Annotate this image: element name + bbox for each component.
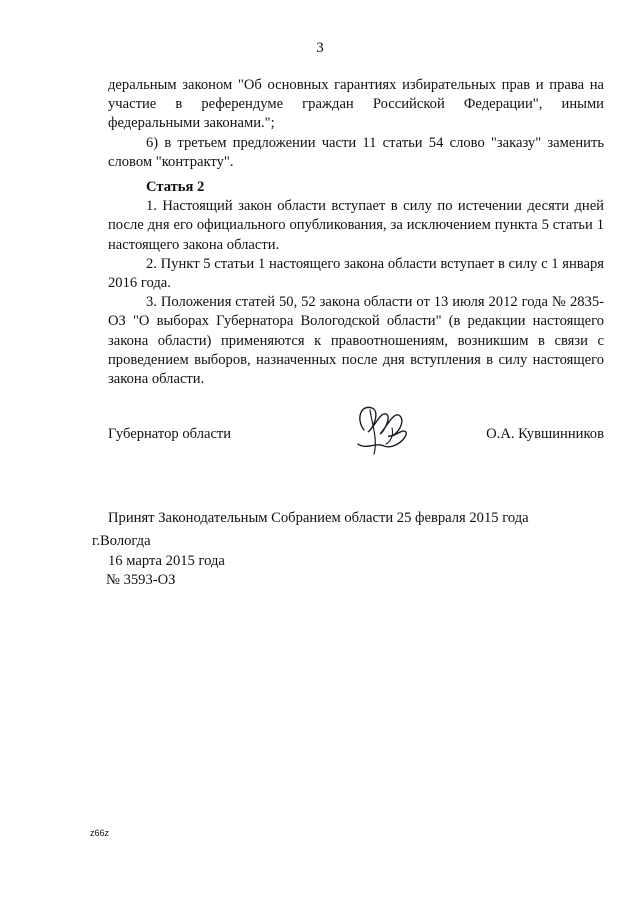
paragraph-continuation: деральным законом "Об основных гарантиях избирательных прав и права на участие в референдуме граждан Российской Федерации", иными федеральными законами.";	[108, 77, 604, 132]
document-details	[92, 532, 225, 591]
place-of-signing: г.Вологда	[92, 533, 151, 549]
law-number: № 3593-ОЗ	[106, 572, 176, 588]
article-2-item-2: 2. Пункт 5 статьи 1 настоящего закона области вступает в силу с 1 января 2016 года.	[108, 255, 604, 292]
page-number: 3	[316, 40, 324, 56]
signatory-name: О.А. Кувшинников	[486, 426, 604, 442]
article-2-item-1: 1. Настоящий закон области вступает в силу по истечении десяти дней после дня его официального опубликования, за исключением пункта 5 статьи 1 настоящего закона области.	[108, 198, 604, 253]
paragraph-item-6: 6) в третьем предложении части 11 статьи 54 слово "заказу" заменить словом "контракту".	[108, 134, 604, 170]
document-code: z66z	[90, 828, 110, 838]
article-2-title: Статья 2	[146, 179, 205, 196]
handwritten-signature	[350, 398, 412, 458]
article-2-item-3: 3. Положения статей 50, 52 закона области от 13 июля 2012 года № 2835-ОЗ "О выборах Губернатора Вологодской области" (в редакции настоящего закона области) применяются к правоотношениям, возникшим в связи с проведением выборов, назначенных после дня вступления в силу настоящего закона области.	[108, 294, 604, 388]
adoption-note: Принят Законодательным Собранием области 25 февраля 2015 года	[108, 510, 529, 526]
signing-date: 16 марта 2015 года	[108, 552, 225, 569]
signatory-position: Губернатор области	[108, 426, 232, 442]
document-body	[108, 76, 604, 389]
